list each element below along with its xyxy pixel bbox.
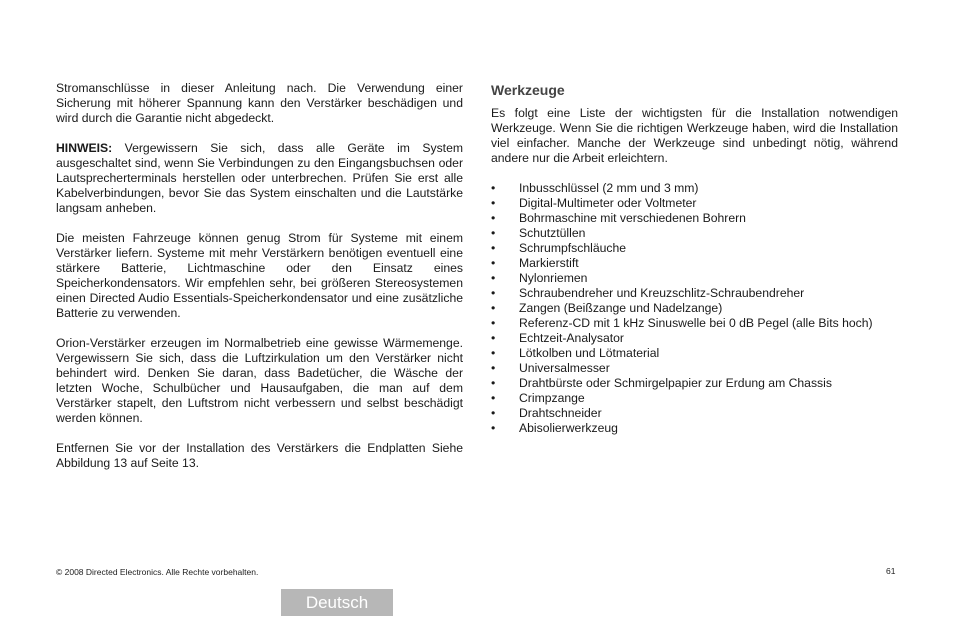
tool-label: Echtzeit-Analysator — [519, 331, 624, 345]
bullet-icon: • — [491, 181, 496, 195]
bullet-icon: • — [491, 256, 496, 270]
list-item — [491, 376, 898, 391]
tool-label: Nylonriemen — [519, 271, 588, 285]
list-item — [491, 331, 898, 346]
bullet-icon: • — [491, 316, 496, 330]
left-column — [56, 81, 463, 486]
tool-label: Referenz-CD mit 1 kHz Sinuswelle bei 0 dB Pegel (alle Bits hoch) — [519, 316, 873, 330]
paragraph-tools-intro: Es folgt eine Liste der wichtigsten für die Installation notwendigen Werkzeuge. Wenn Sie die richtigen Werkzeuge haben, wird die Installation viel einfacher. Manche der Werkzeuge sind unbedingt nötig, während andere nur die Arbeit erleichtern. — [491, 106, 898, 165]
tool-label: Lötkolben und Lötmaterial — [519, 346, 660, 360]
bullet-icon: • — [491, 301, 496, 315]
tool-label: Zangen (Beißzange und Nadelzange) — [519, 301, 723, 315]
right-column — [491, 81, 898, 436]
bullet-icon: • — [491, 271, 496, 285]
paragraph-hinweis — [56, 141, 463, 216]
bullet-icon: • — [491, 361, 496, 375]
bullet-icon: • — [491, 211, 496, 225]
list-item — [491, 256, 898, 271]
list-item — [491, 301, 898, 316]
bullet-icon: • — [491, 376, 496, 390]
paragraph-endplates: Entfernen Sie vor der Installation des Verstärkers die Endplatten Siehe Abbildung 13 auf Seite 13. — [56, 441, 463, 470]
tool-label: Abisolierwerkzeug — [519, 421, 618, 435]
list-item — [491, 241, 898, 256]
section-heading-tools: Werkzeuge — [491, 82, 565, 98]
tool-label: Crimpzange — [519, 391, 585, 405]
tool-label: Bohrmaschine mit verschiedenen Bohrern — [519, 211, 746, 225]
list-item — [491, 286, 898, 301]
bullet-icon: • — [491, 421, 496, 435]
bullet-icon: • — [491, 196, 496, 210]
list-item — [491, 346, 898, 361]
list-item — [491, 361, 898, 376]
tool-label: Markierstift — [519, 256, 579, 270]
paragraph-heat: Orion-Verstärker erzeugen im Normalbetrieb eine gewisse Wärmemenge. Vergewissern Sie sich, dass die Luftzirkulation um den Verstärker nicht behindert wird. Denken Sie daran, dass Badetücher, die Wäsche der letzten Woche, Schulbücher und Hausaufgaben, die man auf dem Verstärker stapelt, den Luftstrom nicht verbessern und selbst beschädigt werden können. — [56, 336, 463, 425]
copyright-text: © 2008 Directed Electronics. Alle Rechte vorbehalten. — [56, 567, 259, 577]
language-tab: Deutsch — [281, 589, 393, 616]
list-item — [491, 391, 898, 406]
list-item — [491, 421, 898, 436]
list-item — [491, 211, 898, 226]
tool-label: Schrumpfschläuche — [519, 241, 627, 255]
tools-list — [491, 181, 898, 436]
bullet-icon: • — [491, 391, 496, 405]
list-item — [491, 406, 898, 421]
hinweis-text: Vergewissern Sie sich, dass alle Geräte im System ausgeschaltet sind, wenn Sie Verbindungen zu den Eingangsbuchsen oder Lautsprecherterminals herstellen oder unterbrechen. Prüfen Sie erst alle Kabelverbindungen, bevor Sie das System einschalten und die Lautstärke langsam anheben. — [56, 141, 463, 215]
list-item — [491, 196, 898, 211]
list-item — [491, 181, 898, 196]
paragraph-fuse-warning: Stromanschlüsse in dieser Anleitung nach. Die Verwendung einer Sicherung mit höherer Spannung kann den Verstärker beschädigen und wird durch die Garantie nicht abgedeckt. — [56, 81, 463, 125]
tool-label: Drahtbürste oder Schmirgelpapier zur Erdung am Chassis — [519, 376, 832, 390]
bullet-icon: • — [491, 331, 496, 345]
tool-label: Schutztüllen — [519, 226, 586, 240]
bullet-icon: • — [491, 346, 496, 360]
list-item — [491, 226, 898, 241]
tool-label: Schraubendreher und Kreuzschlitz-Schraubendreher — [519, 286, 805, 300]
bullet-icon: • — [491, 226, 496, 240]
bullet-icon: • — [491, 241, 496, 255]
hinweis-label: HINWEIS: — [56, 141, 113, 155]
list-item — [491, 271, 898, 286]
tool-label: Universalmesser — [519, 361, 610, 375]
tool-label: Digital-Multimeter oder Voltmeter — [519, 196, 697, 210]
bullet-icon: • — [491, 406, 496, 420]
bullet-icon: • — [491, 286, 496, 300]
tool-label: Inbusschlüssel (2 mm und 3 mm) — [519, 181, 699, 195]
page-number: 61 — [886, 566, 896, 576]
paragraph-power-supply: Die meisten Fahrzeuge können genug Strom für Systeme mit einem Verstärker liefern. Systeme mit mehr Verstärkern benötigen eventuell eine stärkere Batterie, Lichtmaschine oder den Einsatz eines Speicherkondensators. Wir empfehlen sehr, bei größeren Stereosystemen einen Directed Audio Essentials-Speicherkondensator und eine zusätzliche Batterie zu verwenden. — [56, 231, 463, 320]
tool-label: Drahtschneider — [519, 406, 602, 420]
list-item — [491, 316, 898, 331]
